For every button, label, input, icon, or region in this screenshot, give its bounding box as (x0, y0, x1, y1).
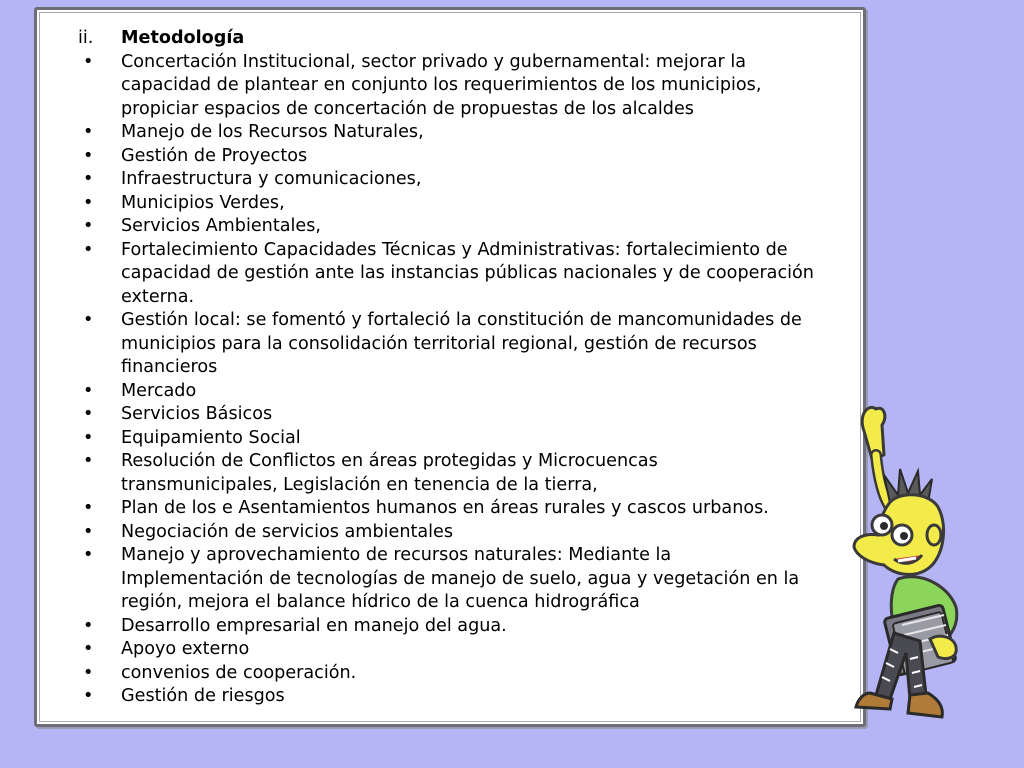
list-item (78, 685, 818, 709)
bullet-marker: • (83, 169, 94, 189)
list-item (78, 215, 818, 239)
list-item-text: Resolución de Conflictos en áreas protegidas y Microcuencas transmunicipales, Legislación en tenencia de la tierra, (121, 451, 658, 495)
cartoon-man-carrying-books-icon (798, 395, 998, 735)
list-item-text: Servicios Básicos (121, 404, 273, 424)
list-item (78, 168, 818, 192)
list-item (78, 544, 818, 615)
bullet-marker: • (83, 615, 94, 636)
list-item-text: Desarrollo empresarial en manejo del agua. (121, 615, 507, 636)
list-item-text: Municipios Verdes, (121, 192, 285, 213)
trousers (876, 633, 926, 699)
heading-marker: ii. (78, 28, 94, 48)
heading-text: Metodología (121, 28, 245, 48)
slide-content (78, 27, 818, 709)
bullet-marker: • (83, 662, 94, 683)
list-item (78, 638, 818, 662)
list-item-text: Manejo y aprovechamiento de recursos naturales: Mediante la Implementación de tecnologías de manejo de suelo, agua y vegetación en la región, mejora el balance hídrico de la cuenca hidrográfica (121, 545, 800, 612)
list-item-text: Apoyo externo (121, 639, 250, 659)
list-item-text: Gestión de Proyectos (121, 145, 308, 166)
bullet-marker: • (83, 239, 94, 260)
bullet-marker: • (83, 521, 94, 542)
right-shoe (908, 693, 942, 717)
bullet-marker: • (83, 145, 94, 166)
list-item-text: Plan de los e Asentamientos humanos en áreas rurales y cascos urbanos. (121, 498, 769, 518)
list-item-text: Gestión de riesgos (121, 686, 285, 706)
bullet-marker: • (83, 216, 94, 236)
list-item (78, 309, 818, 380)
list-item (78, 380, 818, 404)
list-item (78, 427, 818, 451)
list-item (78, 239, 818, 310)
bullet-marker: • (83, 192, 94, 213)
list-item (78, 497, 818, 521)
list-item (78, 662, 818, 686)
list-item (78, 145, 818, 169)
list-item-text: Fortalecimiento Capacidades Técnicas y Administrativas: fortalecimiento de capacidad de gestión ante las instancias públicas nacionales y de cooperación externa. (121, 239, 814, 307)
list-item (78, 521, 818, 545)
section-heading (78, 27, 818, 51)
list-item (78, 615, 818, 639)
bullet-marker: • (83, 451, 94, 471)
list-item-text: Mercado (121, 380, 197, 401)
bullet-marker: • (83, 686, 94, 706)
list-item (78, 450, 818, 497)
bullet-marker: • (83, 427, 94, 448)
bullet-marker: • (83, 380, 94, 401)
list-item-text: Concertación Institucional, sector privado y gubernamental: mejorar la capacidad de plantear en conjunto los requerimientos de los municipios, propiciar espacios de concertación de propuestas de los alcaldes (121, 51, 762, 119)
list-item-text: Manejo de los Recursos Naturales, (121, 122, 424, 142)
bullet-marker: • (83, 498, 94, 518)
bullet-marker: • (83, 122, 94, 142)
list-item-text: convenios de cooperación. (121, 662, 357, 683)
list-item (78, 192, 818, 216)
list-item (78, 51, 818, 122)
list-item (78, 121, 818, 145)
bullet-marker: • (83, 51, 94, 72)
bullet-marker: • (83, 404, 94, 424)
list-item-text: Servicios Ambientales, (121, 216, 321, 236)
list-item-text: Equipamiento Social (121, 427, 301, 448)
list-item (78, 403, 818, 427)
list-item-text: Gestión local: se fomentó y fortaleció la constitución de mancomunidades de municipios para la consolidación territorial regional, gestión de recursos financieros (121, 310, 802, 377)
bullet-marker: • (83, 639, 94, 659)
bullet-marker: • (83, 310, 94, 330)
bullet-marker: • (83, 545, 94, 565)
bullet-list (78, 51, 818, 709)
list-item-text: Infraestructura y comunicaciones, (121, 169, 422, 189)
list-item-text: Negociación de servicios ambientales (121, 521, 454, 542)
